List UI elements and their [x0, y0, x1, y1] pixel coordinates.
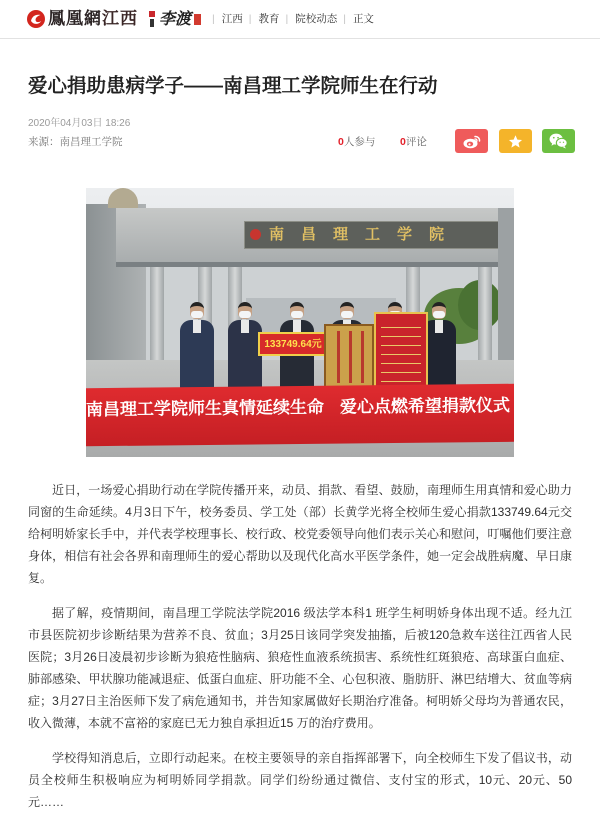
- gate-dome: [108, 188, 138, 208]
- gold-plaque-lettering: [332, 331, 366, 383]
- gate-beam: [116, 208, 514, 267]
- red-certificate: [374, 312, 428, 390]
- gold-plaque: [324, 324, 374, 390]
- ifeng-jiangxi-logo[interactable]: [27, 8, 138, 30]
- weibo-icon: [463, 134, 481, 149]
- red-certificate-lettering: [381, 322, 421, 382]
- person-mask: [191, 311, 203, 318]
- breadcrumb: [212, 11, 380, 27]
- gate-right-pillar: [498, 208, 514, 368]
- logo-name: 鳳凰網: [48, 8, 102, 30]
- source-label: 来源：: [28, 136, 60, 148]
- article-source: [28, 134, 123, 150]
- source-name: 南昌理工学院: [60, 136, 123, 148]
- partner-logo-mark: [148, 10, 156, 28]
- article-paragraph: 近日，一场爱心捐助行动在学院传播开来，动员、捐款、看望、鼓励，南理师生用真情和爱心助力同窗的生命延续。4月3日下午，校务委员、学工处（部）长黄学光将全校师生爱心捐款133749.64元交给柯明娇家长手中，并代表学校理事长、校行政、校党委领导向他们表示关心和慰问，叮嘱他们要注意身体，相信有社会各界和南理师生的爱心帮助以及现代化高水平医学条件，她一定会战胜病魔、早日康复。: [28, 479, 572, 589]
- banner-text-left: 南昌理工学院师生真情延续生命: [86, 386, 324, 432]
- person-collar: [193, 320, 201, 333]
- person-mask: [239, 311, 251, 318]
- person-collar: [241, 320, 249, 333]
- comments-label: 评论: [406, 136, 427, 148]
- partner-logo-text: 李渡: [159, 9, 191, 29]
- school-emblem: [250, 229, 261, 240]
- participants-link[interactable]: [338, 134, 375, 150]
- article-paragraph: 据了解，疫情期间，南昌理工学院法学院2016 级法学本科1 班学生柯明娇身体出现不适。经九江市县医院初步诊断结果为营养不良、贫血；3月25日该同学突发抽搐，后被120急救车送往江西省人民医院；3月26日凌晨初步诊断为狼疮性脑病、狼疮性血液系统损害、系统性红斑狼疮、高球蛋白血症、肺部感染、甲状腺功能减退症、低蛋白血症、肝功能不全、心包积液、脂肪肝、淋巴结增大、贫血等病症；3月27日主治医师下发了病危通知书，并告知家属做好长期治疗准备。柯明娇父母均为普通农民，收入微薄，本就不富裕的家庭已无力独自承担近15 万的治疗费用。: [28, 602, 572, 734]
- breadcrumb-item-current: | 正文: [343, 13, 374, 25]
- article-paragraph: 学校得知消息后，立即行动起来。在校主要领导的亲自指挥部署下，向全校师生下发了倡议书，动员全校师生积极响应为柯明娇同学捐款。同学们纷纷通过微信、支付宝的形式，10元、20元、50元……: [28, 747, 572, 813]
- partner-logo-seal: [194, 14, 201, 25]
- gate-column: [150, 266, 164, 364]
- gate-inscription: [244, 221, 502, 249]
- breadcrumb-item-education[interactable]: | 教育: [249, 13, 280, 25]
- participants-count: 0: [338, 136, 344, 148]
- donation-check: [258, 332, 328, 356]
- gate-inscription-text: 南昌理工学院: [269, 222, 461, 248]
- logo-region: 江西: [102, 8, 138, 30]
- wechat-icon: [549, 133, 568, 149]
- donation-check-amount: 133749.64元: [264, 339, 321, 350]
- ceremony-banner: [86, 384, 514, 447]
- person-mask: [433, 311, 445, 318]
- favorite-button[interactable]: [499, 129, 532, 153]
- article-title: 爱心捐助患病学子——南昌理工学院师生在行动: [28, 72, 572, 100]
- person-collar: [435, 320, 443, 333]
- article-photo: [86, 188, 514, 457]
- star-icon: [508, 134, 523, 149]
- banner-text-right: 爱心点燃希望捐款仪式: [340, 384, 510, 430]
- person-figure: [228, 302, 262, 392]
- comments-link[interactable]: [400, 134, 427, 150]
- site-header: [0, 0, 600, 39]
- breadcrumb-item-college-news[interactable]: | 院校动态: [285, 13, 337, 25]
- person-mask: [291, 311, 303, 318]
- phoenix-icon: [27, 10, 45, 28]
- breadcrumb-item-jiangxi[interactable]: | 江西: [212, 13, 243, 25]
- person-mask: [341, 311, 353, 318]
- article-body: [28, 479, 572, 826]
- comments-count: 0: [400, 136, 406, 148]
- participants-label: 人参与: [344, 136, 376, 148]
- share-wechat-button[interactable]: [542, 129, 575, 153]
- person-figure: [180, 302, 214, 392]
- partner-logo[interactable]: [148, 9, 201, 29]
- gate-column: [478, 266, 492, 364]
- share-weibo-button[interactable]: [455, 129, 488, 153]
- article-date: 2020年04月03日 18:26: [28, 116, 130, 132]
